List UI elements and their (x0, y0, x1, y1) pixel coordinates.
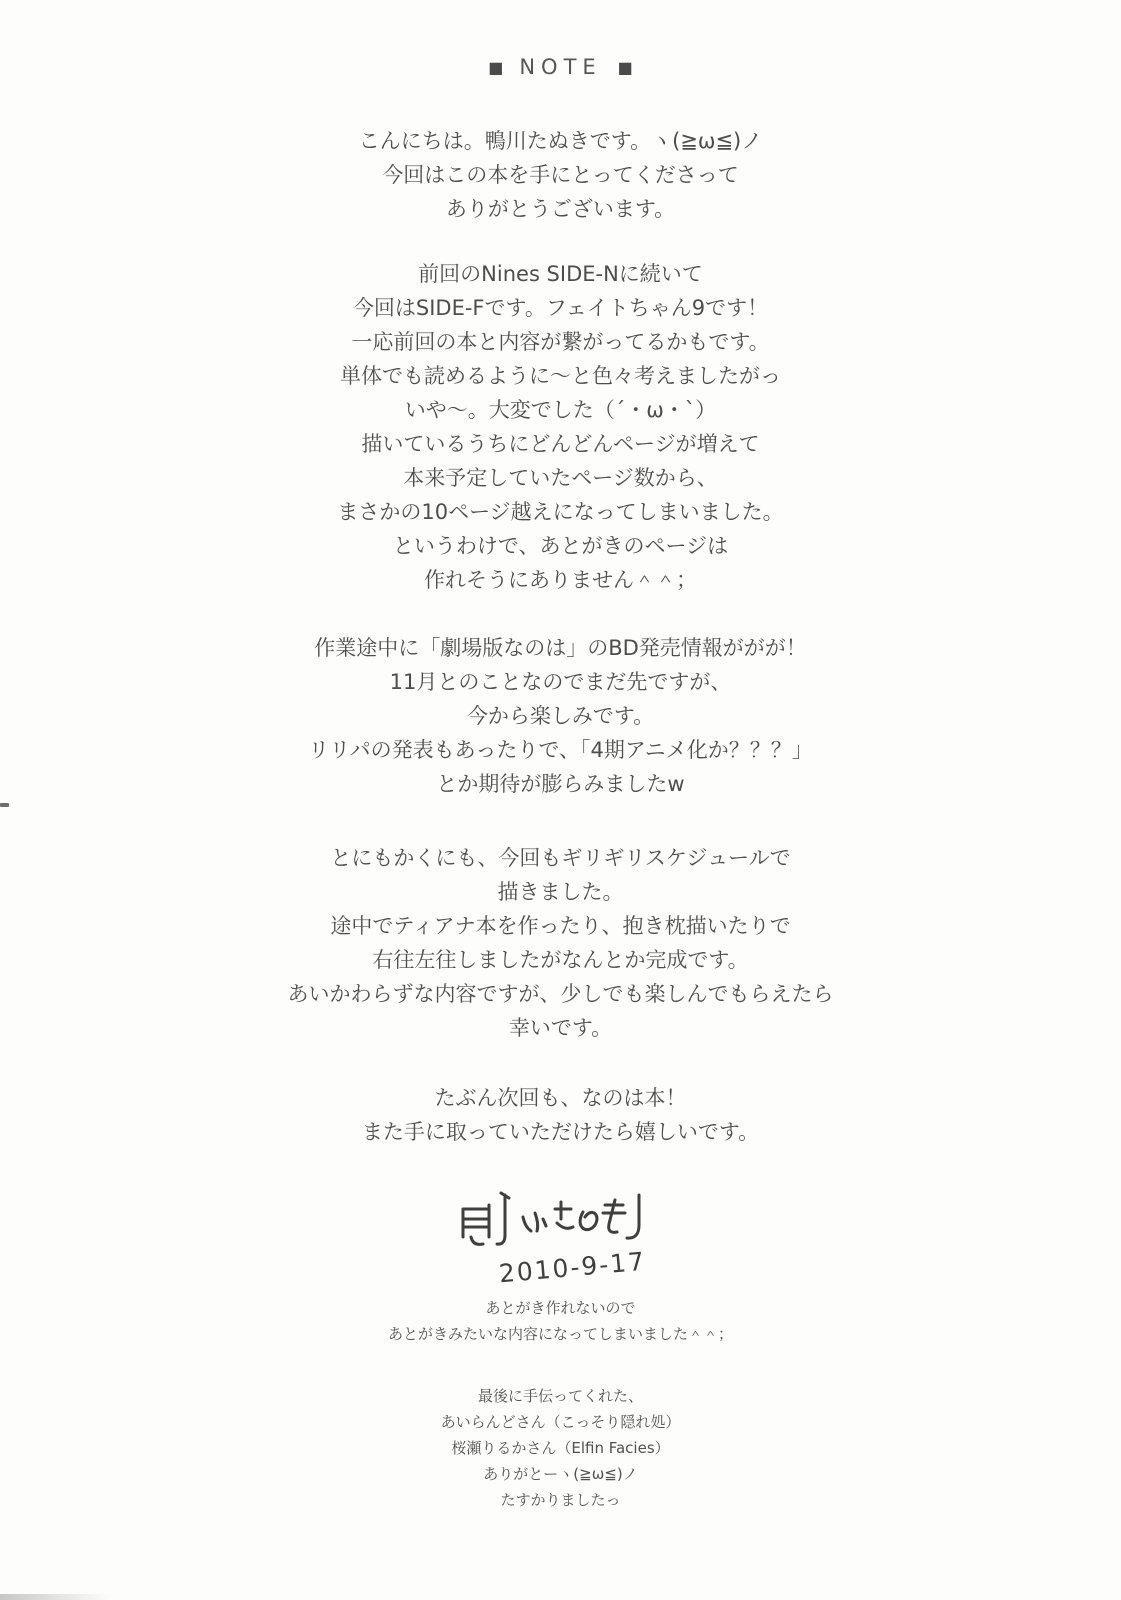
text-line: あいかわらずな内容ですが、少しでも楽しんでもらえたら (287, 982, 834, 1006)
text-line: 最後に手伝ってくれた、 (477, 1387, 643, 1405)
text-line: 描きました。 (497, 880, 624, 904)
note-title-text: NOTE (519, 55, 602, 79)
text-line: 今回はこの本を手にとってくださって (382, 163, 739, 187)
signature-name (681, 1177, 682, 1178)
text-line: とにもかくにも、今回もギリギリスケジュールで (330, 846, 791, 870)
text-line: 前回のNines SIDE-Nに続いて (418, 262, 703, 286)
text-line: また手に取っていただけたら嬉しいです。 (361, 1120, 760, 1144)
text-line: 幸いです。 (508, 1016, 613, 1040)
signature-block (441, 1177, 681, 1289)
text-line: 一応前回の本と内容が繋がってるかもです。 (351, 330, 770, 354)
text-line: とか期待が膨らみましたw (436, 772, 685, 796)
paragraph-next-time (0, 1081, 1121, 1149)
text-line: こんにちは。鴨川たぬきです。ヽ(≧ω≦)ノ (358, 129, 763, 153)
text-line: 描いているうちにどんどんページが増えて (361, 432, 760, 456)
text-line: あとがきみたいな内容になってしまいました＾＾； (387, 1325, 733, 1343)
scan-artifact-smudge (0, 1594, 110, 1600)
signature-date: 2010-9-17 (497, 1246, 647, 1289)
text-line: 今から楽しみです。 (466, 704, 655, 728)
text-line: 11月とのことなのでまだ先ですが、 (389, 670, 732, 694)
scan-artifact-dash (0, 803, 9, 807)
signature-handwriting-icon (441, 1177, 681, 1289)
text-line: リリパの発表もあったりで、「4期アニメ化か？？？」 (308, 738, 813, 762)
text-line: 今回はSIDE-Fです。フェイトちゃん9です！ (352, 296, 769, 320)
text-line: 作れそうにありません＾＾； (424, 568, 697, 592)
square-bullet-icon: ■ (617, 58, 633, 77)
paragraph-bd-news (0, 631, 1121, 801)
text-line: たすかりましたっ (500, 1491, 621, 1509)
footnote-block (0, 1295, 1121, 1347)
paragraph-schedule (0, 841, 1121, 1045)
credits-block (0, 1383, 1121, 1513)
text-line: あいらんどさん（こっそり隠れ処） (440, 1413, 681, 1431)
text-line: 本来予定していたページ数から、 (403, 466, 718, 490)
text-line: というわけで、あとがきのページは (392, 534, 729, 558)
text-line: たぶん次回も、なのは本！ (434, 1086, 687, 1110)
text-line: 単体でも読めるように〜と色々考えましたがっ (340, 364, 781, 388)
text-line: 途中でティアナ本を作ったり、抱き枕描いたりで (330, 914, 791, 938)
text-line: あとがき作れないので (485, 1299, 636, 1317)
paragraph-greeting (0, 124, 1121, 226)
text-line: まさかの10ページ越えになってしまいました。 (337, 500, 784, 524)
square-bullet-icon: ■ (488, 58, 504, 77)
text-line: ありがとーヽ(≧ω≦)ノ (483, 1465, 638, 1483)
text-line: ありがとうございます。 (445, 197, 676, 221)
paragraph-book-intro (0, 257, 1121, 597)
text-line: 桜瀬りるかさん（Elfin Facies） (451, 1439, 670, 1457)
text-line: いや〜。大変でした（´・ω・`） (404, 398, 717, 422)
text-line: 作業途中に「劇場版なのは」のBD発売情報ががが！ (314, 636, 807, 660)
page-title (0, 54, 1121, 80)
text-line: 右往左往しましたがなんとか完成です。 (372, 948, 749, 972)
